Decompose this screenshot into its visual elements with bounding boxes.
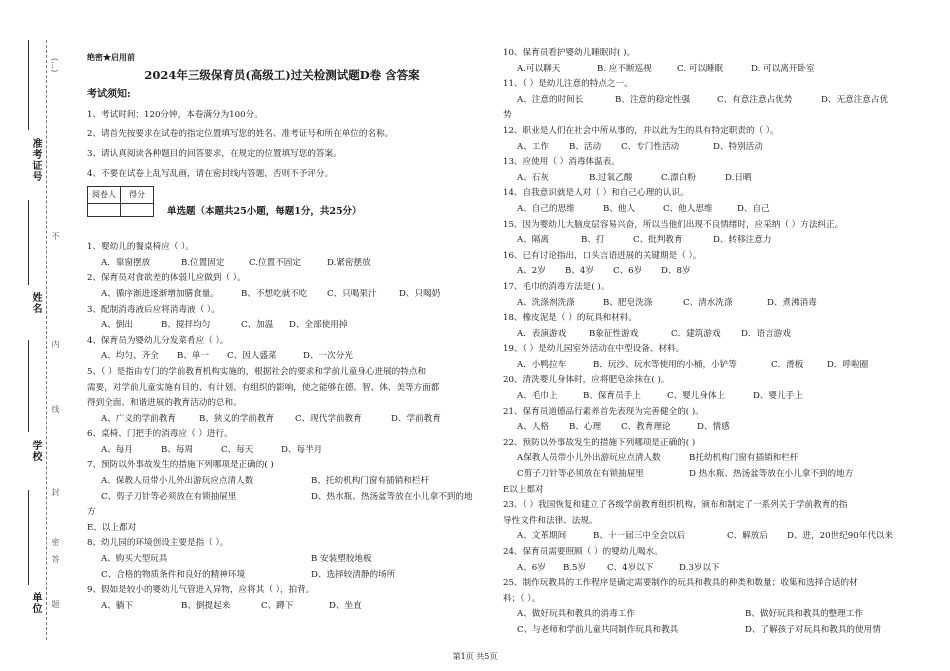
question-text: 17、毛巾的消毒方法是( )。: [503, 281, 610, 292]
reviewer-input[interactable]: [88, 203, 121, 216]
answer-option[interactable]: A．靠窗摆放: [101, 257, 151, 268]
answer-option[interactable]: A、躺下: [101, 600, 133, 611]
answer-options: [87, 490, 477, 506]
page-title: 2024年三级保育员(高级工)过关检测试题D卷 含答案: [144, 67, 420, 82]
answer-options: [503, 451, 908, 467]
score-input[interactable]: [121, 203, 154, 216]
answer-option[interactable]: D、情感: [697, 422, 730, 433]
answer-option[interactable]: A、人格: [517, 422, 549, 433]
answer-option[interactable]: B象征性游戏: [589, 328, 639, 339]
answer-option[interactable]: D．呼啦圈: [827, 359, 869, 370]
answer-option[interactable]: A、倒出: [101, 320, 133, 331]
answer-option[interactable]: D、无意注意占优: [821, 94, 889, 105]
answer-options: [503, 264, 908, 280]
question-text: 11、（ ）是幼儿注意的特点之一。: [503, 79, 633, 90]
answer-option[interactable]: B.5岁: [563, 562, 587, 573]
answer-option[interactable]: B、十一届三中全会以后: [593, 531, 686, 542]
answer-option[interactable]: D、8岁: [661, 266, 691, 277]
answer-option[interactable]: C、婴儿身体上: [667, 391, 726, 402]
answer-options: [503, 607, 908, 623]
answer-option[interactable]: B、不想吃就不吃: [241, 288, 308, 299]
section-title: 单选题（本题共25小题，每题1分，共25分）: [167, 206, 362, 218]
note-item: 1、考试时间：120分钟，本卷满分为100分。: [87, 109, 263, 120]
question-text: 需要，对学前儿童实施有目的、有计划、有组织的影响，使之能够在德、智、体、美等方面都: [87, 382, 440, 393]
answer-option[interactable]: A、隔离: [517, 235, 549, 246]
answer-options: [87, 552, 477, 568]
answer-options: [503, 561, 908, 577]
answer-option[interactable]: D 热水瓶、热汤盆等放在小儿拿不到的地方: [689, 469, 854, 480]
question-text: 导性文件和法律、法规。: [503, 515, 598, 526]
answer-option[interactable]: B.位置固定: [181, 257, 225, 268]
answer-option[interactable]: A、毛巾上: [517, 391, 558, 402]
answer-option[interactable]: D、转移注意力: [713, 235, 772, 246]
answer-option[interactable]: A、循序渐进逐渐增加膳食量。: [101, 288, 219, 299]
page-number: 第1页 共5页: [452, 652, 498, 661]
answer-option[interactable]: B. 应不断巡视: [597, 63, 652, 74]
answer-option[interactable]: C剪子刀针等必须放在有锁抽屉里: [517, 469, 644, 480]
seal-tail: (…): [50, 58, 59, 73]
answer-option[interactable]: C.漂白粉: [661, 172, 696, 183]
answer-option[interactable]: D. 可以离开卧室: [751, 63, 815, 74]
answer-option[interactable]: A、工作: [517, 141, 549, 152]
answer-option[interactable]: C、与老师和学前儿童共同制作玩具和教具: [517, 624, 679, 635]
question-text: 25、制作玩教具的工作程序是确定需要制作的玩具和教具的种类和数量；收集和选择合适的材: [503, 578, 858, 589]
answer-option[interactable]: C、4岁以下: [607, 562, 654, 573]
answer-option[interactable]: C、清水洗涤: [683, 297, 733, 308]
answer-options: [503, 389, 908, 405]
note-item: 2、请首先按要求在试卷的指定位置填写您的姓名、准考证号和所在单位的名称。: [87, 129, 394, 140]
answer-option[interactable]: C、剪子刀针等必须放在有锁抽屉里: [101, 491, 237, 502]
answer-option[interactable]: B、4岁: [565, 266, 594, 277]
answer-option[interactable]: D、选择较清静的场所: [311, 569, 396, 580]
seal-char: 答: [51, 555, 60, 563]
answer-option[interactable]: A、注意的时间长: [517, 94, 584, 105]
question-text: 21、保育员道德品行素养首先表现为完善健全的( )。: [503, 406, 704, 417]
unit-label: 单位: [30, 592, 41, 614]
answer-option[interactable]: B．玩沙、玩水等使用的小桶，小铲等: [593, 359, 737, 370]
question-text: 得到全面、和谐进展的教育活动的总和。: [87, 398, 242, 409]
question-text: 7、预防以外事故发生的措施下列哪项是正确的( ): [87, 460, 274, 471]
question-text: 16、已有讨论指出，口头言语进展的关键期是（ ）。: [503, 250, 702, 261]
question-text: 20、清洗婴儿身体时，应将肥皂涂抹在( )。: [503, 375, 670, 386]
question-text: 18、橡皮泥是（ ）的玩具和材料。: [503, 313, 637, 324]
answer-option[interactable]: A、均匀、齐全: [101, 351, 159, 362]
question-text: 1、婴幼儿的餐桌椅应（ ）。: [87, 242, 195, 253]
question-text: 方: [87, 507, 96, 518]
answer-options: [87, 599, 477, 615]
answer-option[interactable]: C．建筑游戏: [671, 328, 721, 339]
answer-options: [87, 412, 477, 428]
question-text: 2、保育员对食欲差的体弱儿应做到（ ）。: [87, 273, 246, 284]
answer-option[interactable]: C、因人盛菜: [227, 351, 277, 362]
seal-char: 密: [51, 538, 60, 546]
answer-option[interactable]: A、每月: [101, 444, 133, 455]
answer-option[interactable]: A、文革期间: [517, 531, 567, 542]
answer-option[interactable]: D、婴儿手上: [753, 391, 803, 402]
question-text: 13、应使用（ ）消毒体温表。: [503, 157, 620, 168]
answer-option[interactable]: A、做好玩具和教具的消毒工作: [517, 609, 635, 620]
answer-option[interactable]: C、加温: [241, 320, 274, 331]
answer-option[interactable]: B.过氧乙酸: [589, 172, 633, 183]
school-label: 学校: [30, 440, 41, 462]
answer-option[interactable]: A、自己的思维: [517, 203, 575, 214]
question-text: 5、（ ）是指由专门的学前教育机构实施的，根据社会的要求和学前儿童身心进展的特点和: [87, 366, 427, 377]
question-text: 料；（ ）。: [503, 593, 541, 604]
answer-option[interactable]: D、进，20世纪90年代以来: [787, 531, 894, 542]
question-text: 12、职业是人们在社会中所从事的，并以此为生的具有特定职责的（ ）。: [503, 125, 779, 136]
answer-option[interactable]: B、注意的稳定性强: [615, 94, 691, 105]
section-header: [87, 186, 477, 230]
answer-option[interactable]: B托幼机构门窗有插销和栏杆: [689, 453, 799, 464]
answer-option[interactable]: D．语言游戏: [741, 328, 791, 339]
answer-options: [503, 62, 908, 78]
answer-option[interactable]: B、单一: [177, 351, 210, 362]
answer-options: [87, 287, 477, 303]
answer-option[interactable]: A．表演游戏: [517, 328, 567, 339]
answer-options: [503, 529, 908, 545]
answer-option[interactable]: B、托幼机构门窗有插销和栏杆: [311, 476, 430, 487]
answer-option[interactable]: C、6岁: [613, 266, 643, 277]
answer-option[interactable]: C、教育理论: [621, 422, 671, 433]
note-item: 3、请认真阅读各种题目的回答要求，在规定的位置填写您的答案。: [87, 148, 342, 159]
answer-option[interactable]: A．小鸭拉车: [517, 359, 567, 370]
answer-option[interactable]: D、特别活动: [713, 141, 763, 152]
answer-options: [503, 623, 908, 639]
answer-option[interactable]: B、搅拌均匀: [161, 320, 211, 331]
answer-option[interactable]: B、他人: [603, 203, 636, 214]
question-text: 3、配制消毒液后应将消毒液（ ）。: [87, 304, 220, 315]
question-text: E以上都对: [503, 484, 544, 495]
question-text: E、以上都对: [87, 522, 137, 533]
exam-number-field[interactable]: [28, 40, 29, 130]
question-text: 24、保育员需要照顾（ ）的婴幼儿喝水。: [503, 547, 663, 557]
answer-option[interactable]: C、蹲下: [261, 600, 294, 611]
seal-char: 线: [51, 405, 60, 413]
answer-option[interactable]: B、肥皂洗涤: [603, 297, 653, 308]
answer-option[interactable]: C．滑板: [771, 359, 804, 370]
answer-options: [503, 358, 908, 374]
binding-margin: [0, 0, 64, 671]
answer-option[interactable]: A、6岁: [517, 562, 546, 573]
seal-char: 不: [51, 232, 60, 240]
answer-option[interactable]: D、自己: [737, 203, 770, 214]
answer-options: [503, 467, 908, 483]
answer-option[interactable]: C、批判教育: [633, 235, 683, 246]
answer-option[interactable]: D、热水瓶、热汤盆等放在小儿拿不到的地: [311, 491, 473, 502]
answer-option[interactable]: D、每半月: [281, 444, 323, 455]
answer-option[interactable]: B、心理: [569, 422, 602, 433]
question-list-left: [87, 240, 477, 614]
answer-option[interactable]: A、保教人员带小儿外出游玩应点清人数: [101, 476, 254, 487]
answer-option[interactable]: C、他人思维: [663, 203, 713, 214]
seal-char: 封: [51, 488, 60, 496]
school-field[interactable]: [28, 340, 29, 432]
answer-option[interactable]: B、打: [581, 235, 605, 246]
seal-char: 题: [51, 600, 60, 608]
question-text: 22、预防以外事故发生的措施下列哪项是正确的( ): [503, 437, 696, 448]
answer-options: [503, 296, 908, 312]
grader-table: [87, 186, 154, 217]
notes-heading: 考试须知:: [87, 89, 131, 101]
answer-options: [503, 327, 908, 343]
answer-option[interactable]: C. 可以睡眠: [677, 63, 724, 74]
answer-option[interactable]: D、了解孩子对玩具和教具的使用情: [745, 624, 881, 635]
answer-option[interactable]: C、每天: [221, 444, 254, 455]
answer-option[interactable]: A、石灰: [517, 172, 549, 183]
right-column: [503, 46, 908, 639]
answer-option[interactable]: D、学前教育: [391, 413, 441, 424]
question-text: 6、桌椅、门把手的消毒应（ ）进行。: [87, 429, 233, 440]
seal-char: 内: [51, 340, 60, 348]
answer-option[interactable]: A、2岁: [517, 266, 546, 277]
question-text: 23、（ ）我国恢复和建立了各级学前教育组织机构，颁布和制定了一系列关于学前教育的指: [503, 500, 848, 511]
question-text: 4、保育员为婴幼儿分发菜肴应（ ）。: [87, 335, 229, 346]
answer-option[interactable]: C.位置不固定: [249, 257, 301, 268]
answer-option[interactable]: B、每周: [161, 444, 194, 455]
answer-option[interactable]: B、活动: [569, 141, 602, 152]
name-field[interactable]: [28, 200, 29, 285]
answer-option[interactable]: D.日晒: [725, 172, 752, 183]
answer-option[interactable]: B、做好玩具和教具的整理工作: [745, 609, 864, 620]
seal-line: [46, 40, 47, 640]
answer-options: [503, 233, 908, 249]
question-text: 14、自我意识就是人对（ ）和自己心理的认识。: [503, 188, 689, 199]
answer-option[interactable]: A、购买大型玩具: [101, 554, 168, 565]
answer-option[interactable]: A保教人员带小儿外出游玩应点清人数: [517, 453, 661, 464]
answer-option[interactable]: C、有意注意占优势: [717, 94, 793, 105]
question-text: 10、保育员看护婴幼儿睡眠时( )。: [503, 48, 636, 58]
answer-options: [87, 474, 477, 490]
answer-option[interactable]: C、解放后: [727, 531, 768, 542]
answer-options: [503, 171, 908, 187]
score-cell: 得分: [121, 187, 154, 204]
answer-option[interactable]: B、狭义的学前教育: [199, 413, 275, 424]
answer-option[interactable]: A、广义的学前教育: [101, 413, 176, 424]
question-text: 19、（ ）是幼儿园室外活动在中型设备、材料。: [503, 344, 685, 355]
question-list-right: [503, 46, 908, 639]
answer-option[interactable]: A、洗涤剂洗涤: [517, 297, 575, 308]
answer-option[interactable]: C、专门性活动: [621, 141, 680, 152]
answer-option[interactable]: C、现代学前教育: [295, 413, 362, 424]
answer-options: [87, 349, 477, 365]
note-item: 4、不要在试卷上乱写乱画，请在密封线内答题，否则不予评分。: [87, 168, 334, 179]
reviewer-cell: 阅卷人: [88, 187, 121, 204]
answer-option[interactable]: D.紧密摆放: [327, 257, 371, 268]
question-text: 8、幼儿园的环境创设主要是指（ ）。: [87, 538, 229, 549]
answer-options: [503, 202, 908, 218]
answer-option[interactable]: D、坐直: [329, 600, 362, 611]
answer-option[interactable]: A.可以聊天: [517, 63, 561, 74]
answer-options: [87, 568, 477, 584]
secret-mark: 绝密★启用前: [87, 52, 135, 62]
answer-options: [503, 420, 908, 436]
answer-option[interactable]: D、一次分光: [303, 351, 353, 362]
question-text: 势: [503, 110, 512, 121]
answer-option[interactable]: C、只喝果汁: [327, 288, 377, 299]
answer-option[interactable]: D.3岁以下: [679, 562, 720, 573]
answer-options: [503, 140, 908, 156]
question-text: 9、假如是较小的婴幼儿气管进入异物，应将其（ ），拍背。: [87, 585, 315, 596]
left-column: [87, 50, 477, 614]
answer-option[interactable]: D、煮沸消毒: [767, 297, 817, 308]
answer-option[interactable]: D、只喝奶: [399, 288, 441, 299]
answer-options: [87, 256, 477, 272]
answer-option[interactable]: B、保育员手上: [583, 391, 641, 402]
answer-option[interactable]: C、合格的物质条件和良好的精神环境: [101, 569, 246, 580]
answer-options: [87, 443, 477, 459]
question-text: 15、因为婴幼儿大脑皮层容易兴奋，所以当他们出现不良情绪时，应采纳（ ）方法纠正。: [503, 219, 844, 230]
name-label: 姓名: [30, 292, 41, 314]
answer-option[interactable]: B 安装塑胶地板: [311, 554, 372, 565]
unit-field[interactable]: [28, 490, 29, 585]
answer-options: [503, 93, 908, 109]
answer-option[interactable]: D、全部使用掉: [289, 320, 348, 331]
answer-option[interactable]: B、倒提起来: [181, 600, 231, 611]
answer-options: [87, 318, 477, 334]
exam-number-label: 准考证号: [30, 138, 41, 182]
